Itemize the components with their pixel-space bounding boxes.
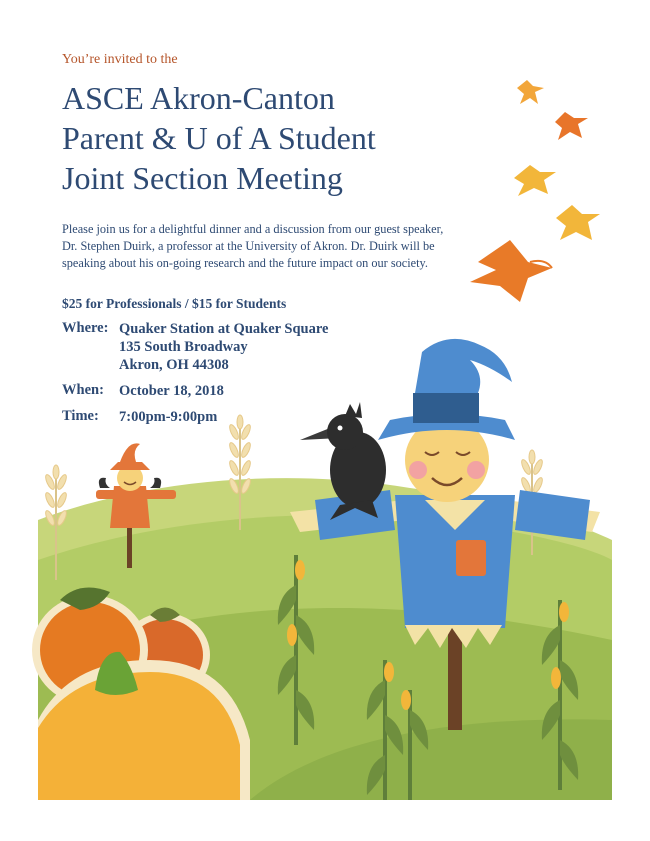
title-line: ASCE Akron-Canton	[62, 80, 335, 116]
where-label: Where:	[62, 320, 109, 336]
title-line: Parent & U of A Student	[62, 120, 376, 156]
when-label: When:	[62, 382, 104, 398]
intro-line: speaking about his on-going research and the future impact on our society.	[62, 256, 428, 270]
autumn-leaf-icon	[470, 80, 600, 302]
venue-line: Quaker Station at Quaker Square	[119, 321, 329, 337]
where-row	[62, 320, 328, 374]
time-value	[119, 408, 217, 426]
time-text: 7:00pm-9:00pm	[119, 409, 218, 425]
when-value	[119, 382, 224, 400]
invite-line: You’re invited to the	[62, 52, 178, 67]
title-line: Joint Section Meeting	[62, 160, 343, 196]
page-title	[62, 78, 376, 198]
where-value	[119, 320, 328, 374]
pricing: $25 for Professionals / $15 for Students	[62, 296, 287, 311]
intro-line: Please join us for a delightful dinner and a discussion from our guest speaker,	[62, 222, 444, 236]
city-line: Akron, OH 44308	[119, 357, 229, 373]
time-label: Time:	[62, 408, 99, 424]
time-row	[62, 408, 328, 426]
event-details	[62, 320, 328, 434]
intro-line: Dr. Stephen Duirk, a professor at the University of Akron. Dr. Duirk will be	[62, 239, 435, 253]
street-line: 135 South Broadway	[119, 339, 248, 355]
intro-paragraph	[62, 221, 462, 272]
date-text: October 18, 2018	[119, 383, 224, 399]
when-row	[62, 382, 328, 400]
